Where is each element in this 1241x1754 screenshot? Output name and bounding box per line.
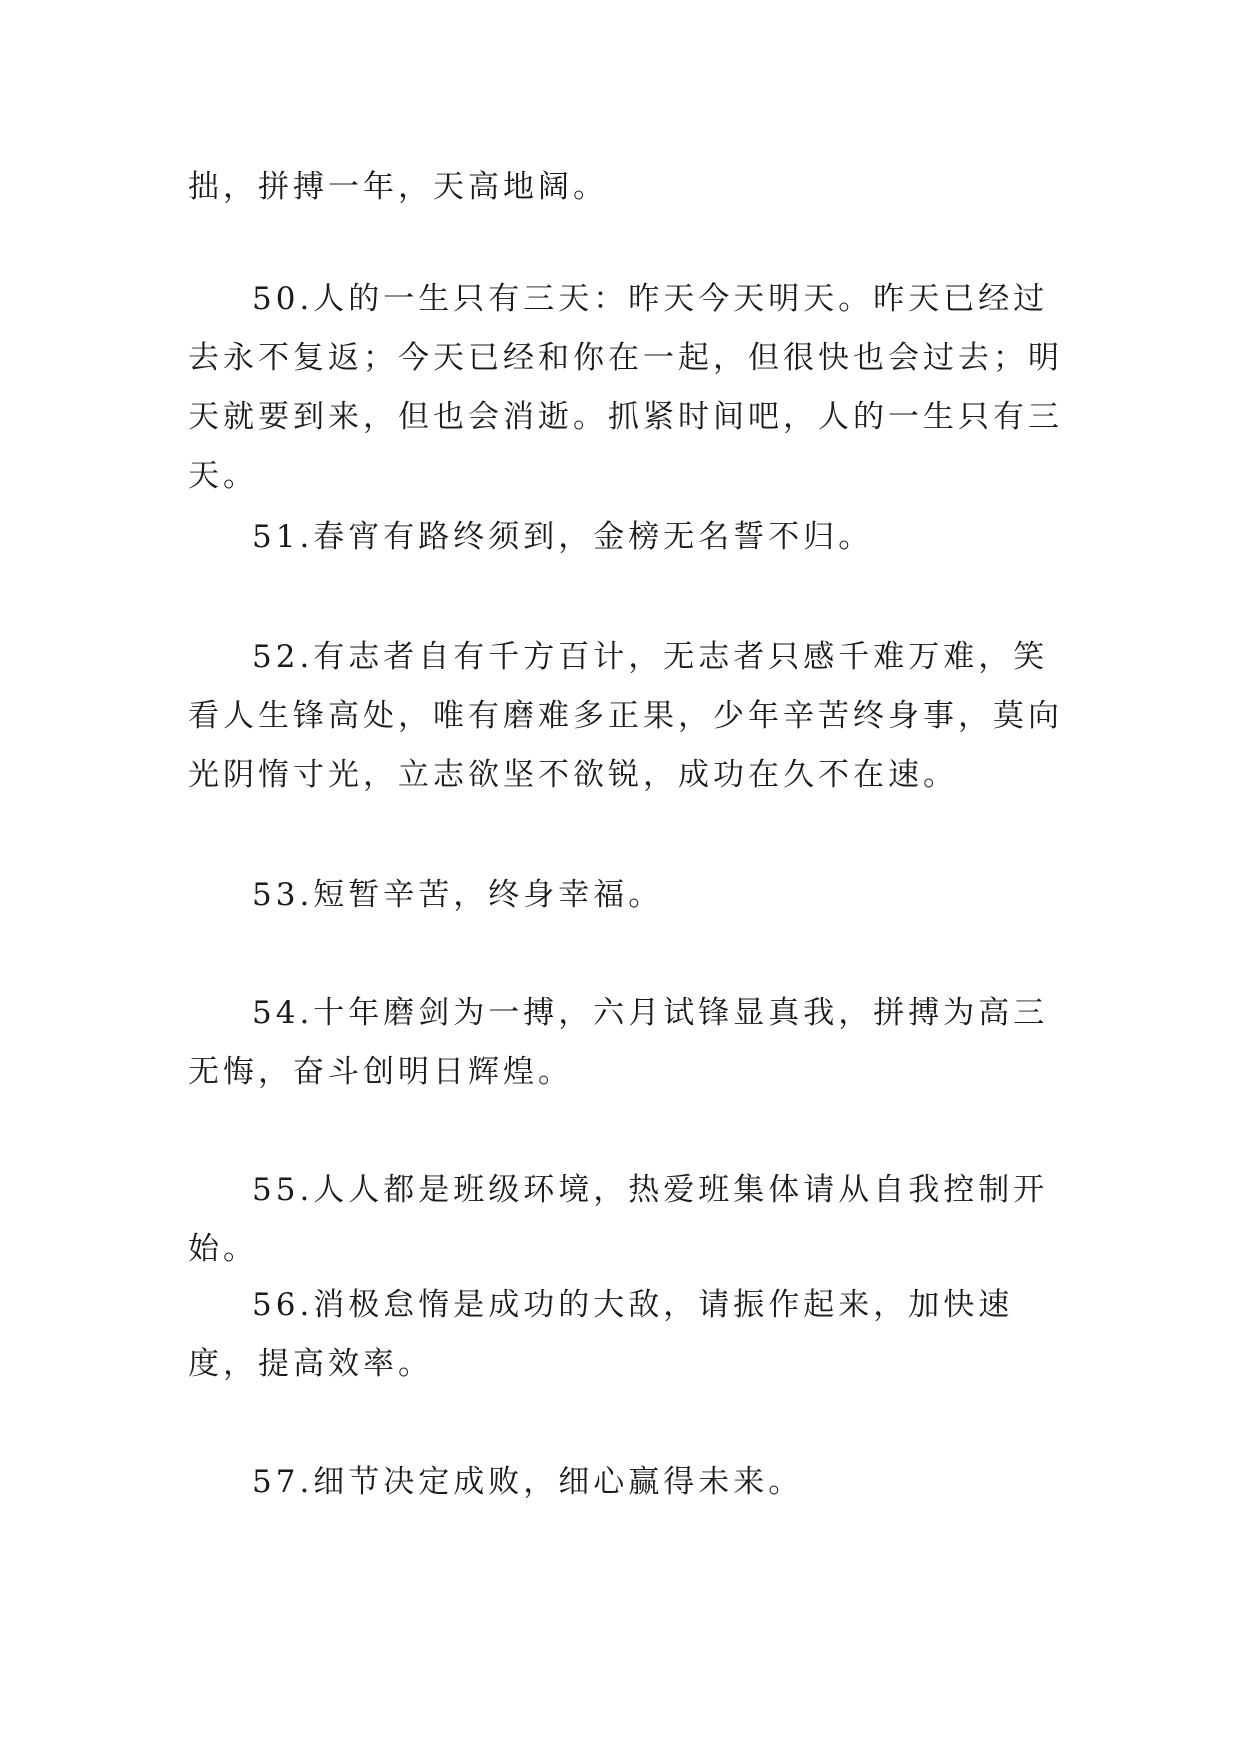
paragraph-54: 54.十年磨剑为一搏，六月试锋显真我，拼搏为高三无悔，奋斗创明日辉煌。 — [188, 995, 1049, 1090]
paragraph-51: 51.春宵有路终须到，金榜无名誓不归。 — [252, 519, 874, 555]
paragraph-57: 57.细节决定成败，细心赢得未来。 — [252, 1464, 804, 1500]
paragraph-50: 50.人的一生只有三天：昨天今天明天。昨天已经过去永不复返；今天已经和你在一起，但很快也会过去；明天就要到来，但也会消逝。抓紧时间吧，人的一生只有三天。 — [188, 281, 1063, 494]
paragraph-55: 55.人人都是班级环境，热爱班集体请从自我控制开始。 — [188, 1172, 1049, 1267]
paragraph-52: 52.有志者自有千方百计，无志者只感千难万难，笑看人生锋高处，唯有磨难多正果，少年辛苦终身事，莫向光阴惰寸光，立志欲坚不欲锐，成功在久不在速。 — [188, 639, 1063, 793]
paragraph-56: 56.消极怠惰是成功的大敌，请振作起来，加快速度，提高效率。 — [188, 1287, 1014, 1382]
paragraph-53: 53.短暂辛苦，终身幸福。 — [252, 877, 664, 913]
paragraph-continuation: 拙，拼搏一年，天高地阔。 — [188, 169, 608, 205]
